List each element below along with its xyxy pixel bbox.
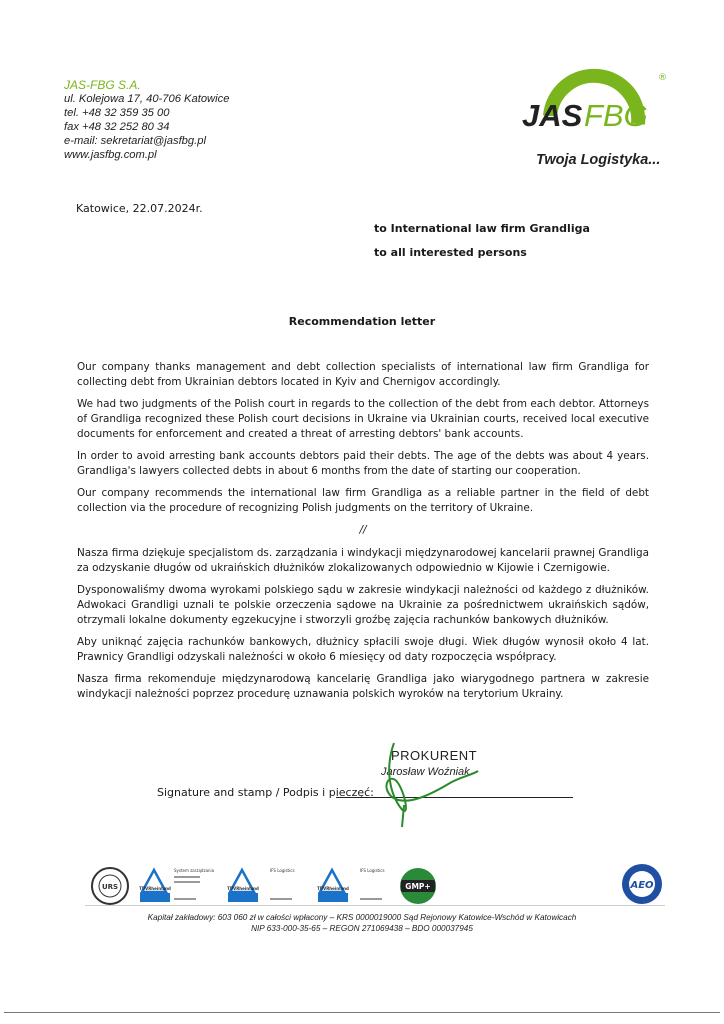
tuv-logo-3-text: TÜVRheinland — [317, 886, 349, 891]
en-paragraph-2: We had two judgments of the Polish court in regards to the collection of the debt from each debtor. Attorneys of Grandliga recognized these Polish court decisions in Ukraine via Ukrainian courts, received local executive documents for enforcement and created a threat of arresting debtors' bank accounts. — [77, 398, 649, 440]
footer-line-1: Kapitał zakładowy: 603 060 zł w całości wpłacony – KRS 0000019000 Sąd Rejonowy Katowice-Wschód w Katowicach — [147, 913, 577, 922]
pl-paragraph-2: Dysponowaliśmy dwoma wyrokami polskiego sądu w zakresie windykacji należności od każdego z dłużników. Adwokaci Grandligi uznali te polskie orzeczenia sądowe na Ukrainie za pośrednictwem ukraińskich sądów, otrzymali lokalne dokumenty egzekucyjne i stworzyli groźbę zajęcia rachunków bankowych dłużników. — [77, 584, 649, 626]
company-phone: tel. +48 32 359 35 00 — [64, 107, 170, 119]
en-paragraph-1: Our company thanks management and debt collection specialists of international law firm Grandliga for collecting debt from Ukrainian debtors located in Kyiv and Chernigov accordingly. — [77, 361, 649, 388]
company-fax: fax +48 32 252 80 34 — [64, 121, 170, 133]
stamp-name: Jarosław Woźniak — [381, 766, 470, 778]
urs-logo-text: URS — [101, 883, 119, 891]
signature-label: Signature and stamp / Podpis i pieczęć: — [157, 786, 374, 799]
footer — [0, 912, 724, 934]
page-bottom-rule — [4, 1012, 720, 1013]
logo-tagline: Twoja Logistyka... — [536, 152, 661, 168]
logo-fbg-text: FBG — [584, 98, 648, 133]
pl-paragraph-3: Aby uniknąć zajęcia rachunków bankowych, dłużnicy spłacili swoje długi. Wiek długów wynosił około 4 lat. Prawnicy Grandligi odzyskali należności w około 6 miesięcy od daty rozpoczęcia współpracy. — [77, 636, 649, 663]
language-separator: // — [359, 524, 367, 536]
logo-jas-text: JAS — [522, 98, 583, 133]
pl-paragraph-4: Nasza firma rekomenduje międzynarodową kancelarię Grandliga jako wiarygodnego partnera w zakresie windykacji należności poprzez procedurę uznawania polskich wyroków na terytorium Ukrainy. — [77, 673, 649, 700]
letter-date: Katowice, 22.07.2024r. — [76, 202, 203, 215]
gmp-certification-logo — [398, 866, 438, 906]
urs-certification-logo — [90, 866, 130, 906]
tuv-certification-logo-1 — [138, 866, 215, 906]
company-email: e-mail: sekretariat@jasfbg.pl — [64, 135, 206, 147]
en-paragraph-3: In order to avoid arresting bank accounts debtors paid their debts. The age of the debts was about 4 years. Grandliga's lawyers collected debts in about 6 months from the date of starting our cooperation. — [77, 450, 649, 477]
footer-line-2: NIP 633-000-35-65 – REGON 271069438 – BDO 000037945 — [251, 924, 473, 933]
stamp-title: PROKURENT — [391, 748, 478, 763]
tuv-certification-logo-3 — [316, 866, 388, 906]
company-name: JAS-FBG S.A. — [64, 78, 141, 92]
letter-title: Recommendation letter — [288, 315, 436, 328]
company-website: www.jasfbg.com.pl — [64, 149, 157, 161]
tuv-logo-2-text: TÜVRheinland — [227, 886, 259, 891]
tuv-certification-logo-2 — [226, 866, 298, 906]
gmp-logo-text: GMP+ — [405, 882, 431, 891]
logo-registered: ® — [658, 73, 667, 83]
tuv-logo-2-label: IFS Logistics — [270, 868, 295, 873]
aeo-logo-text: AEO — [630, 880, 654, 891]
tuv-logo-3-label: IFS Logistics — [360, 868, 385, 873]
letter-body — [77, 360, 649, 709]
tuv-logo-1-text: TÜVRheinland — [139, 886, 171, 891]
en-paragraph-4: Our company recommends the international law firm Grandliga as a reliable partner in the field of debt collection via the procedure of recognizing Polish judgments on the territory of Ukraine. — [77, 487, 649, 514]
aeo-certification-logo — [618, 860, 666, 908]
recipient-2: to all interested persons — [374, 246, 527, 259]
pl-paragraph-1: Nasza firma dziękuje specjalistom ds. zarządzania i windykacji międzynarodowej kancelarii prawnej Grandliga za odzyskanie długów od ukraińskich dłużników zlokalizowanych odpowiednio w Kijowie i Czernigowie. — [77, 547, 649, 574]
footer-divider — [85, 905, 665, 906]
company-address: ul. Kolejowa 17, 40-706 Katowice — [64, 93, 230, 105]
company-info — [64, 78, 229, 162]
tuv-logo-1-label: System zarządzania — [174, 868, 215, 873]
recipient-1: to International law firm Grandliga — [374, 222, 590, 235]
handwritten-signature — [360, 735, 500, 835]
